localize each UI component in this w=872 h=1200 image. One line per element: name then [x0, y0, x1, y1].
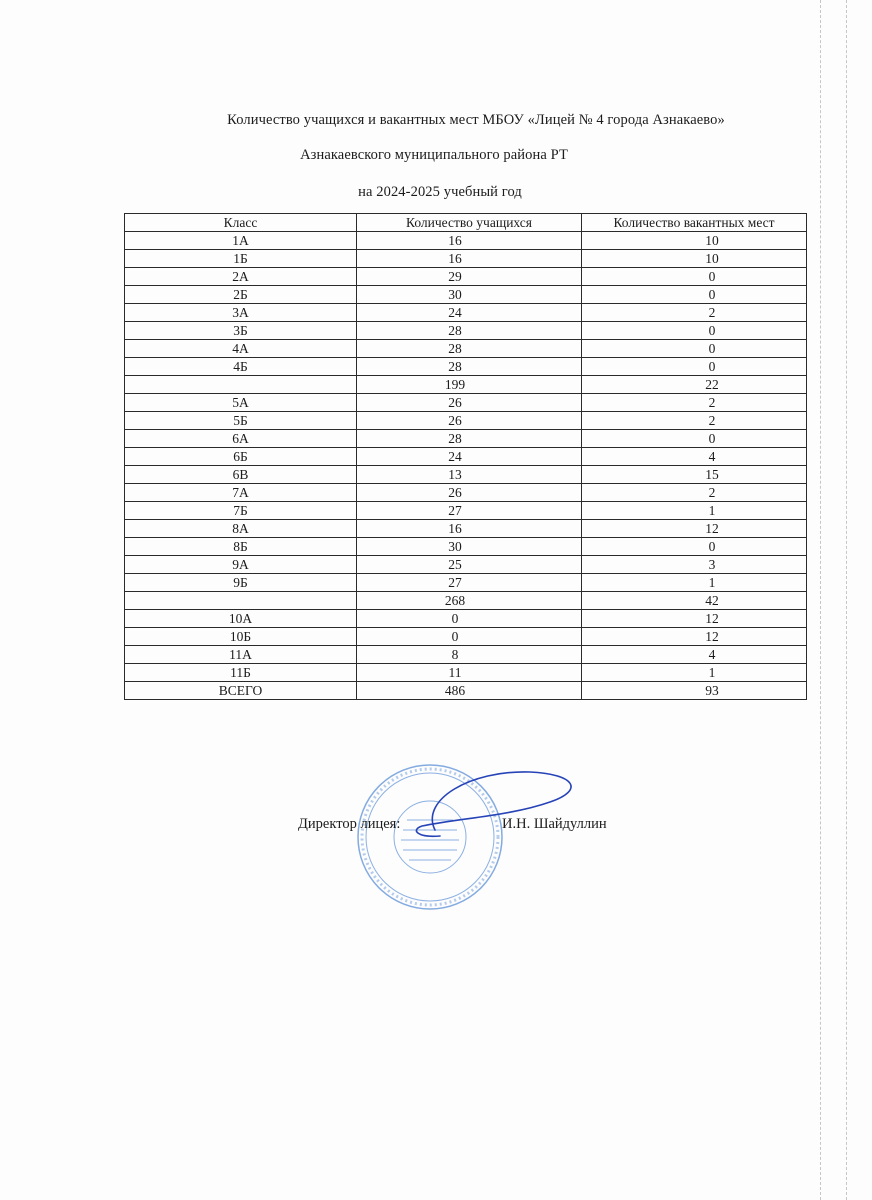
row-students-cell: [357, 556, 582, 574]
row-vacancies-cell-text: 93: [705, 682, 719, 698]
row-vacancies-cell-text: 0: [708, 538, 716, 554]
table-row: [125, 682, 807, 700]
row-students-cell-text: 486: [444, 682, 466, 698]
row-class-cell-text: 7Б: [233, 502, 248, 518]
row-vacancies-cell: [582, 322, 807, 340]
row-students-cell: [357, 358, 582, 376]
table-row: [125, 610, 807, 628]
row-vacancies-cell: [582, 502, 807, 520]
row-class-cell-text: 11Б: [230, 664, 251, 680]
academic-year: на 2024-2025 учебный год: [358, 184, 522, 200]
row-vacancies-cell-text: 2: [708, 484, 716, 500]
table-row: [125, 358, 807, 376]
row-class-cell-text: 8А: [232, 520, 249, 536]
row-students-cell-text: 28: [448, 322, 462, 338]
table-row: [125, 484, 807, 502]
row-class-cell: [125, 232, 357, 250]
row-vacancies-cell: [582, 286, 807, 304]
row-students-cell: [357, 250, 582, 268]
row-vacancies-cell: [582, 232, 807, 250]
row-vacancies-cell: [582, 448, 807, 466]
row-vacancies-cell-text: 1: [708, 664, 716, 680]
row-vacancies-cell: [582, 358, 807, 376]
row-students-cell-text: 27: [448, 502, 462, 518]
row-students-cell-text: 26: [448, 484, 462, 500]
scan-edge-far-right: [846, 0, 849, 1200]
row-class-cell: [125, 304, 357, 322]
row-students-cell: [357, 484, 582, 502]
table-row: [125, 592, 807, 610]
table-header-row: [125, 214, 807, 232]
row-vacancies-cell-text: 2: [708, 394, 716, 410]
row-students-cell-text: 16: [448, 232, 462, 248]
row-class-cell: [125, 664, 357, 682]
row-vacancies-cell: [582, 592, 807, 610]
row-students-cell: [357, 466, 582, 484]
signature-label: Директор лицея:: [298, 816, 401, 832]
table-row: [125, 448, 807, 466]
row-class-cell-text: 6Б: [233, 448, 248, 464]
row-class-cell: [125, 340, 357, 358]
row-class-cell: [125, 412, 357, 430]
row-vacancies-cell-text: 12: [705, 610, 719, 626]
row-class-cell: [125, 538, 357, 556]
row-students-cell-text: 26: [448, 394, 462, 410]
row-students-cell: [357, 232, 582, 250]
row-class-cell: [125, 592, 357, 610]
row-students-cell-text: 0: [451, 628, 459, 644]
row-class-cell-text: 10А: [228, 610, 253, 626]
table-row: [125, 628, 807, 646]
row-students-cell: [357, 538, 582, 556]
row-vacancies-cell: [582, 556, 807, 574]
table-row: [125, 286, 807, 304]
row-vacancies-cell-text: 42: [705, 592, 719, 608]
row-vacancies-cell-text: 22: [705, 376, 719, 392]
row-vacancies-cell: [582, 538, 807, 556]
row-students-cell: [357, 574, 582, 592]
table-row: [125, 394, 807, 412]
table-body: [125, 232, 807, 700]
row-students-cell-text: 28: [448, 430, 462, 446]
row-class-cell: [125, 610, 357, 628]
row-students-cell-text: 26: [448, 412, 462, 428]
table-row: [125, 664, 807, 682]
row-vacancies-cell: [582, 682, 807, 700]
row-vacancies-cell-text: 1: [708, 502, 716, 518]
row-class-cell: [125, 268, 357, 286]
row-class-cell: [125, 628, 357, 646]
row-class-cell: [125, 484, 357, 502]
row-class-cell-text: 9Б: [233, 574, 248, 590]
row-vacancies-cell-text: 10: [705, 232, 719, 248]
table-row: [125, 250, 807, 268]
row-vacancies-cell-text: 0: [708, 286, 716, 302]
row-class-cell-text: ВСЕГО: [218, 682, 263, 698]
header-class: Класс: [125, 214, 357, 232]
table-row: [125, 646, 807, 664]
row-students-cell: [357, 304, 582, 322]
row-vacancies-cell-text: 15: [705, 466, 719, 482]
row-students-cell: [357, 394, 582, 412]
row-class-cell-text: 1А: [232, 232, 249, 248]
director-name: И.Н. Шайдуллин: [502, 816, 607, 832]
row-vacancies-cell: [582, 628, 807, 646]
table-row: [125, 340, 807, 358]
row-class-cell: [125, 502, 357, 520]
row-class-cell: [125, 250, 357, 268]
row-students-cell-text: 13: [448, 466, 462, 482]
row-vacancies-cell-text: 0: [708, 322, 716, 338]
row-students-cell-text: 28: [448, 340, 462, 356]
row-vacancies-cell-text: 10: [705, 250, 719, 266]
row-students-cell: [357, 268, 582, 286]
row-students-cell-text: 268: [444, 592, 466, 608]
table-row: [125, 412, 807, 430]
row-vacancies-cell-text: 4: [708, 646, 716, 662]
row-class-cell-text: 5Б: [233, 412, 248, 428]
row-vacancies-cell: [582, 466, 807, 484]
row-students-cell: [357, 610, 582, 628]
document-title: Количество учащихся и вакантных мест МБОУ «Лицей № 4 города Азнакаево»: [227, 112, 725, 128]
row-class-cell-text: 6А: [232, 430, 249, 446]
row-class-cell: [125, 556, 357, 574]
row-vacancies-cell-text: 0: [708, 268, 716, 284]
row-class-cell-text: 3Б: [233, 322, 248, 338]
row-vacancies-cell: [582, 304, 807, 322]
row-students-cell: [357, 646, 582, 664]
row-class-cell-text: 2Б: [233, 286, 248, 302]
row-class-cell-text: 7А: [232, 484, 249, 500]
row-class-cell: [125, 646, 357, 664]
row-students-cell: [357, 448, 582, 466]
row-students-cell: [357, 340, 582, 358]
document-subtitle: Азнакаевского муниципального района РТ: [300, 147, 568, 163]
row-students-cell: [357, 430, 582, 448]
row-students-cell: [357, 502, 582, 520]
table-row: [125, 322, 807, 340]
row-vacancies-cell: [582, 250, 807, 268]
row-students-cell-text: 16: [448, 520, 462, 536]
row-vacancies-cell-text: 4: [708, 448, 716, 464]
row-class-cell-text: 2А: [232, 268, 249, 284]
row-class-cell-text: 11А: [229, 646, 252, 662]
table-row: [125, 376, 807, 394]
table-row: [125, 268, 807, 286]
row-students-cell: [357, 322, 582, 340]
row-students-cell-text: 8: [451, 646, 459, 662]
table-row: [125, 502, 807, 520]
row-students-cell: [357, 376, 582, 394]
row-students-cell: [357, 412, 582, 430]
director-signature: [380, 760, 580, 850]
row-students-cell: [357, 592, 582, 610]
row-students-cell: [357, 628, 582, 646]
row-vacancies-cell-text: 12: [705, 628, 719, 644]
table-row: [125, 232, 807, 250]
table-row: [125, 574, 807, 592]
row-students-cell-text: 11: [448, 664, 462, 680]
row-students-cell: [357, 682, 582, 700]
table-row: [125, 520, 807, 538]
enrollment-table: [124, 213, 807, 700]
row-vacancies-cell: [582, 376, 807, 394]
row-class-cell-text: 9А: [232, 556, 249, 572]
row-class-cell-text: 6В: [232, 466, 249, 482]
row-vacancies-cell-text: 0: [708, 430, 716, 446]
row-students-cell-text: 25: [448, 556, 462, 572]
row-class-cell: [125, 358, 357, 376]
row-students-cell-text: 27: [448, 574, 462, 590]
table-row: [125, 430, 807, 448]
row-vacancies-cell: [582, 520, 807, 538]
row-vacancies-cell: [582, 574, 807, 592]
row-vacancies-cell: [582, 430, 807, 448]
row-students-cell-text: 30: [448, 538, 462, 554]
table-row: [125, 304, 807, 322]
row-vacancies-cell: [582, 340, 807, 358]
row-class-cell: [125, 682, 357, 700]
row-students-cell-text: 30: [448, 286, 462, 302]
row-class-cell-text: 4А: [232, 340, 249, 356]
row-vacancies-cell: [582, 646, 807, 664]
scan-edge-right: [820, 0, 823, 1200]
row-vacancies-cell-text: 3: [708, 556, 716, 572]
row-vacancies-cell: [582, 484, 807, 502]
row-students-cell-text: 24: [448, 304, 462, 320]
row-class-cell-text: 1Б: [233, 250, 248, 266]
row-students-cell: [357, 520, 582, 538]
row-students-cell-text: 16: [448, 250, 462, 266]
row-class-cell-text: 4Б: [233, 358, 248, 374]
row-vacancies-cell: [582, 394, 807, 412]
row-class-cell: [125, 574, 357, 592]
row-students-cell: [357, 664, 582, 682]
table-row: [125, 538, 807, 556]
row-vacancies-cell: [582, 412, 807, 430]
row-vacancies-cell-text: 0: [708, 358, 716, 374]
row-vacancies-cell-text: 0: [708, 340, 716, 356]
row-class-cell-text: 8Б: [233, 538, 248, 554]
row-students-cell: [357, 286, 582, 304]
row-class-cell: [125, 430, 357, 448]
row-students-cell-text: 0: [451, 610, 459, 626]
row-vacancies-cell-text: 1: [708, 574, 716, 590]
row-students-cell-text: 199: [444, 376, 466, 392]
row-vacancies-cell: [582, 610, 807, 628]
row-students-cell-text: 29: [448, 268, 462, 284]
row-vacancies-cell-text: 12: [705, 520, 719, 536]
header-students: Количество учащихся: [357, 214, 582, 232]
row-vacancies-cell: [582, 664, 807, 682]
row-students-cell-text: 28: [448, 358, 462, 374]
row-class-cell: [125, 286, 357, 304]
row-class-cell-text: 5А: [232, 394, 249, 410]
row-class-cell: [125, 466, 357, 484]
row-students-cell-text: 24: [448, 448, 462, 464]
row-class-cell: [125, 448, 357, 466]
row-class-cell: [125, 394, 357, 412]
row-class-cell-text: 3А: [232, 304, 249, 320]
row-vacancies-cell: [582, 268, 807, 286]
header-vacancies: Количество вакантных мест: [582, 214, 807, 232]
row-class-cell: [125, 376, 357, 394]
row-vacancies-cell-text: 2: [708, 304, 716, 320]
table-row: [125, 556, 807, 574]
row-class-cell-text: 10Б: [229, 628, 252, 644]
row-class-cell: [125, 322, 357, 340]
table-row: [125, 466, 807, 484]
row-class-cell: [125, 520, 357, 538]
row-vacancies-cell-text: 2: [708, 412, 716, 428]
